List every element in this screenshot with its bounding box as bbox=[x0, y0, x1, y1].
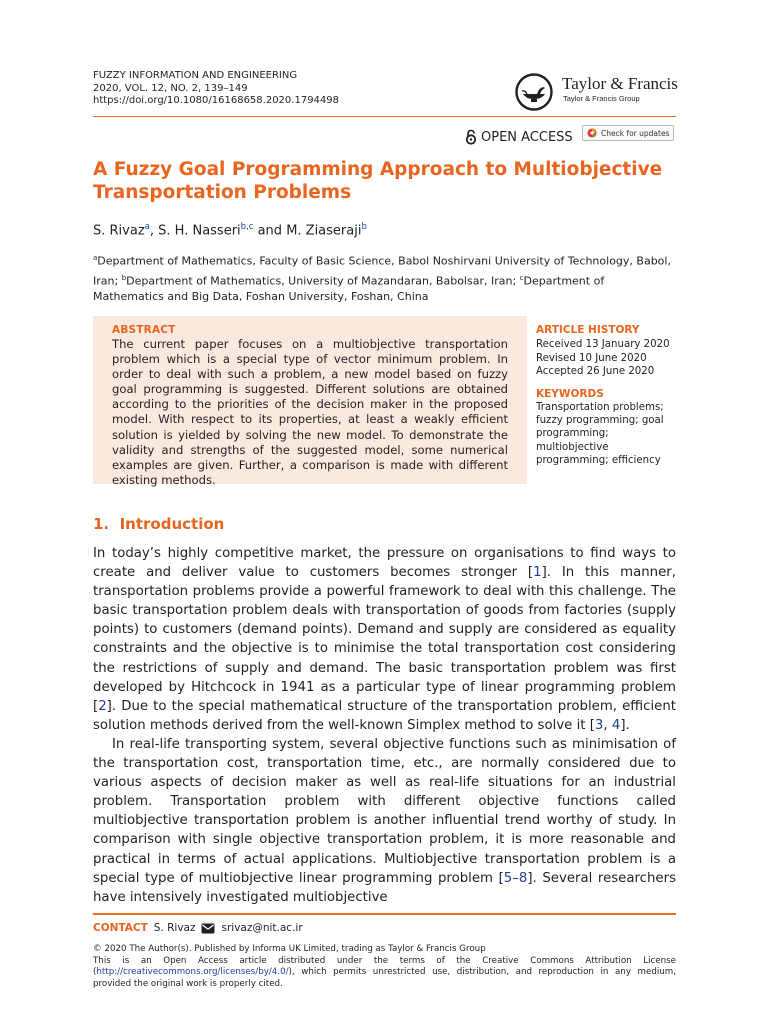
journal-info bbox=[93, 70, 339, 108]
publisher-logo[interactable] bbox=[514, 72, 684, 112]
citation-link[interactable]: 1 bbox=[533, 565, 542, 581]
publisher-name: Taylor & Francis bbox=[562, 74, 678, 93]
text-run: ), which permits unrestricted use, distribution, and reproduction in any medium, provided the original work is properly cited. bbox=[93, 967, 676, 989]
header-rule bbox=[93, 116, 676, 117]
affiliation-text: Department of Mathematics, Faculty of Basic Science, Babol Noshirvani University of Technology, Babol, Iran; bbox=[93, 254, 671, 288]
accepted-date: Accepted 26 June 2020 bbox=[536, 366, 655, 377]
received-date: Received 13 January 2020 bbox=[536, 339, 670, 350]
text-run: , bbox=[603, 717, 612, 733]
citation-link[interactable]: 5–8 bbox=[503, 870, 528, 886]
open-access-lock-icon bbox=[465, 129, 477, 145]
affil-marker: a bbox=[93, 254, 98, 262]
text-run: In today’s highly competitive market, the pressure on organisations to find ways to create and deliver value to customers becomes stronger [ bbox=[93, 546, 676, 581]
taylor-francis-lamp-icon bbox=[514, 72, 556, 112]
affiliations bbox=[93, 250, 676, 305]
author-list bbox=[93, 222, 367, 238]
citation-link[interactable]: 3 bbox=[594, 717, 604, 733]
license-link[interactable]: http://creativecommons.org/licenses/by/4.0/ bbox=[96, 967, 289, 977]
text-run: ]. Due to the special mathematical structure of the transportation problem, efficient solution methods derived from the well-known Simplex method to solve it [ bbox=[93, 698, 676, 733]
author-separator: and bbox=[253, 223, 287, 239]
footer-rule bbox=[93, 913, 676, 915]
article-history bbox=[536, 338, 670, 379]
copyright-line: © 2020 The Author(s). Published by Informa UK Limited, trading as Taylor & Francis Group bbox=[93, 944, 486, 954]
paragraph bbox=[93, 544, 676, 735]
affiliation-text: Department of Mathematics and Big Data, Foshan University, Foshan, China bbox=[93, 274, 605, 304]
contact-name: S. Rivaz bbox=[153, 922, 196, 934]
journal-name: FUZZY INFORMATION AND ENGINEERING bbox=[93, 70, 298, 81]
body-text bbox=[93, 544, 676, 907]
affil-marker: b bbox=[121, 273, 127, 282]
keywords-heading: KEYWORDS bbox=[536, 388, 604, 400]
revised-date: Revised 10 June 2020 bbox=[536, 352, 647, 364]
license-block bbox=[93, 944, 676, 990]
keywords-text: Transportation problems; fuzzy programming; goal programming; multiobjective programming; efficiency bbox=[536, 402, 664, 466]
contact-label: CONTACT bbox=[93, 922, 148, 934]
author-affil-ref[interactable]: b,c bbox=[240, 222, 254, 232]
article-title bbox=[93, 158, 673, 204]
section-title: Introduction bbox=[119, 515, 225, 533]
open-access-badge bbox=[465, 127, 573, 147]
abstract-heading: ABSTRACT bbox=[112, 324, 176, 336]
citation-link[interactable]: 4 bbox=[611, 717, 621, 733]
title-line: Transportation Problems bbox=[93, 182, 352, 203]
check-updates-button[interactable] bbox=[582, 125, 674, 141]
volume-line: 2020, VOL. 12, NO. 2, 139–149 bbox=[93, 82, 248, 94]
author-separator: , bbox=[149, 223, 159, 239]
email-icon bbox=[201, 923, 215, 934]
author-name: M. Ziaseraji bbox=[286, 223, 362, 239]
check-updates-icon bbox=[587, 128, 597, 138]
section-heading bbox=[93, 515, 224, 533]
text-run: ]. bbox=[620, 717, 630, 733]
affil-marker: c bbox=[519, 273, 524, 282]
affiliation-text: Department of Mathematics, University of Mazandaran, Babolsar, Iran; bbox=[126, 274, 520, 288]
citation-link[interactable]: 2 bbox=[98, 698, 107, 714]
author-affil-ref[interactable]: b bbox=[361, 222, 367, 232]
open-access-label: OPEN ACCESS bbox=[481, 129, 573, 145]
article-history-heading: ARTICLE HISTORY bbox=[536, 324, 640, 336]
author-name: S. Rivaz bbox=[93, 223, 145, 239]
doi-link[interactable]: https://doi.org/10.1080/16168658.2020.1794498 bbox=[93, 95, 340, 106]
contact-line bbox=[93, 922, 303, 934]
text-run: ]. In this manner, transportation problems provide a powerful framework to deal with this challenge. The basic transportation problem deals with transportation of goods from factories (supply points) to customers (demand points). Demand and supply are considered as equality constraints and the objective is to minimise the total transportation cost considering the restrictions of supply and demand. The basic transportation problem was first developed by Hitchcock in 1941 as a particular type of linear programming problem [ bbox=[93, 565, 676, 714]
text-run: ]. Several researchers have intensively investigated multiobjective bbox=[93, 870, 676, 905]
publisher-group: Taylor & Francis Group bbox=[563, 94, 640, 103]
check-updates-label: Check for updates bbox=[601, 128, 670, 138]
text-run: This is an Open Access article distributed under the terms of the Creative Commons Attribution License ( bbox=[93, 955, 676, 977]
section-number: 1. bbox=[93, 515, 110, 533]
abstract-text: The current paper focuses on a multiobjective transportation problem which is a special type of vector minimum problem. In order to deal with such a problem, a new model based on fuzzy goal programming is suggested. Different solutions are obtained according to the priorities of the decision maker in the proposed model. With respect to its properties, at least a weakly efficient solution is yielded by solving the new model. To demonstrate the validity and strengths of the suggested model, some numerical examples are given. Further, a comparison is made with different existing methods. bbox=[112, 337, 508, 487]
contact-email[interactable]: srivaz@nit.ac.ir bbox=[221, 922, 303, 934]
license-text bbox=[93, 956, 676, 991]
author-affil-ref[interactable]: a bbox=[144, 222, 150, 232]
title-line: A Fuzzy Goal Programming Approach to Multiobjective bbox=[93, 159, 663, 180]
author-name: S. H. Nasseri bbox=[158, 223, 241, 239]
text-run: In real-life transporting system, several objective functions such as minimisation of the transportation cost, transportation time, etc., are normally considered due to various aspects of decision maker as well as real-life situations for an industrial problem. Transportation problem with different objective functions called multiobjective transportation problem is another influential trend worthy of study. In comparison with single objective transportation problem, it is more reasonable and practical in terms of actual applications. Multiobjective transportation problem is a special type of multiobjective linear programming problem [ bbox=[93, 736, 676, 886]
paragraph bbox=[93, 735, 676, 907]
